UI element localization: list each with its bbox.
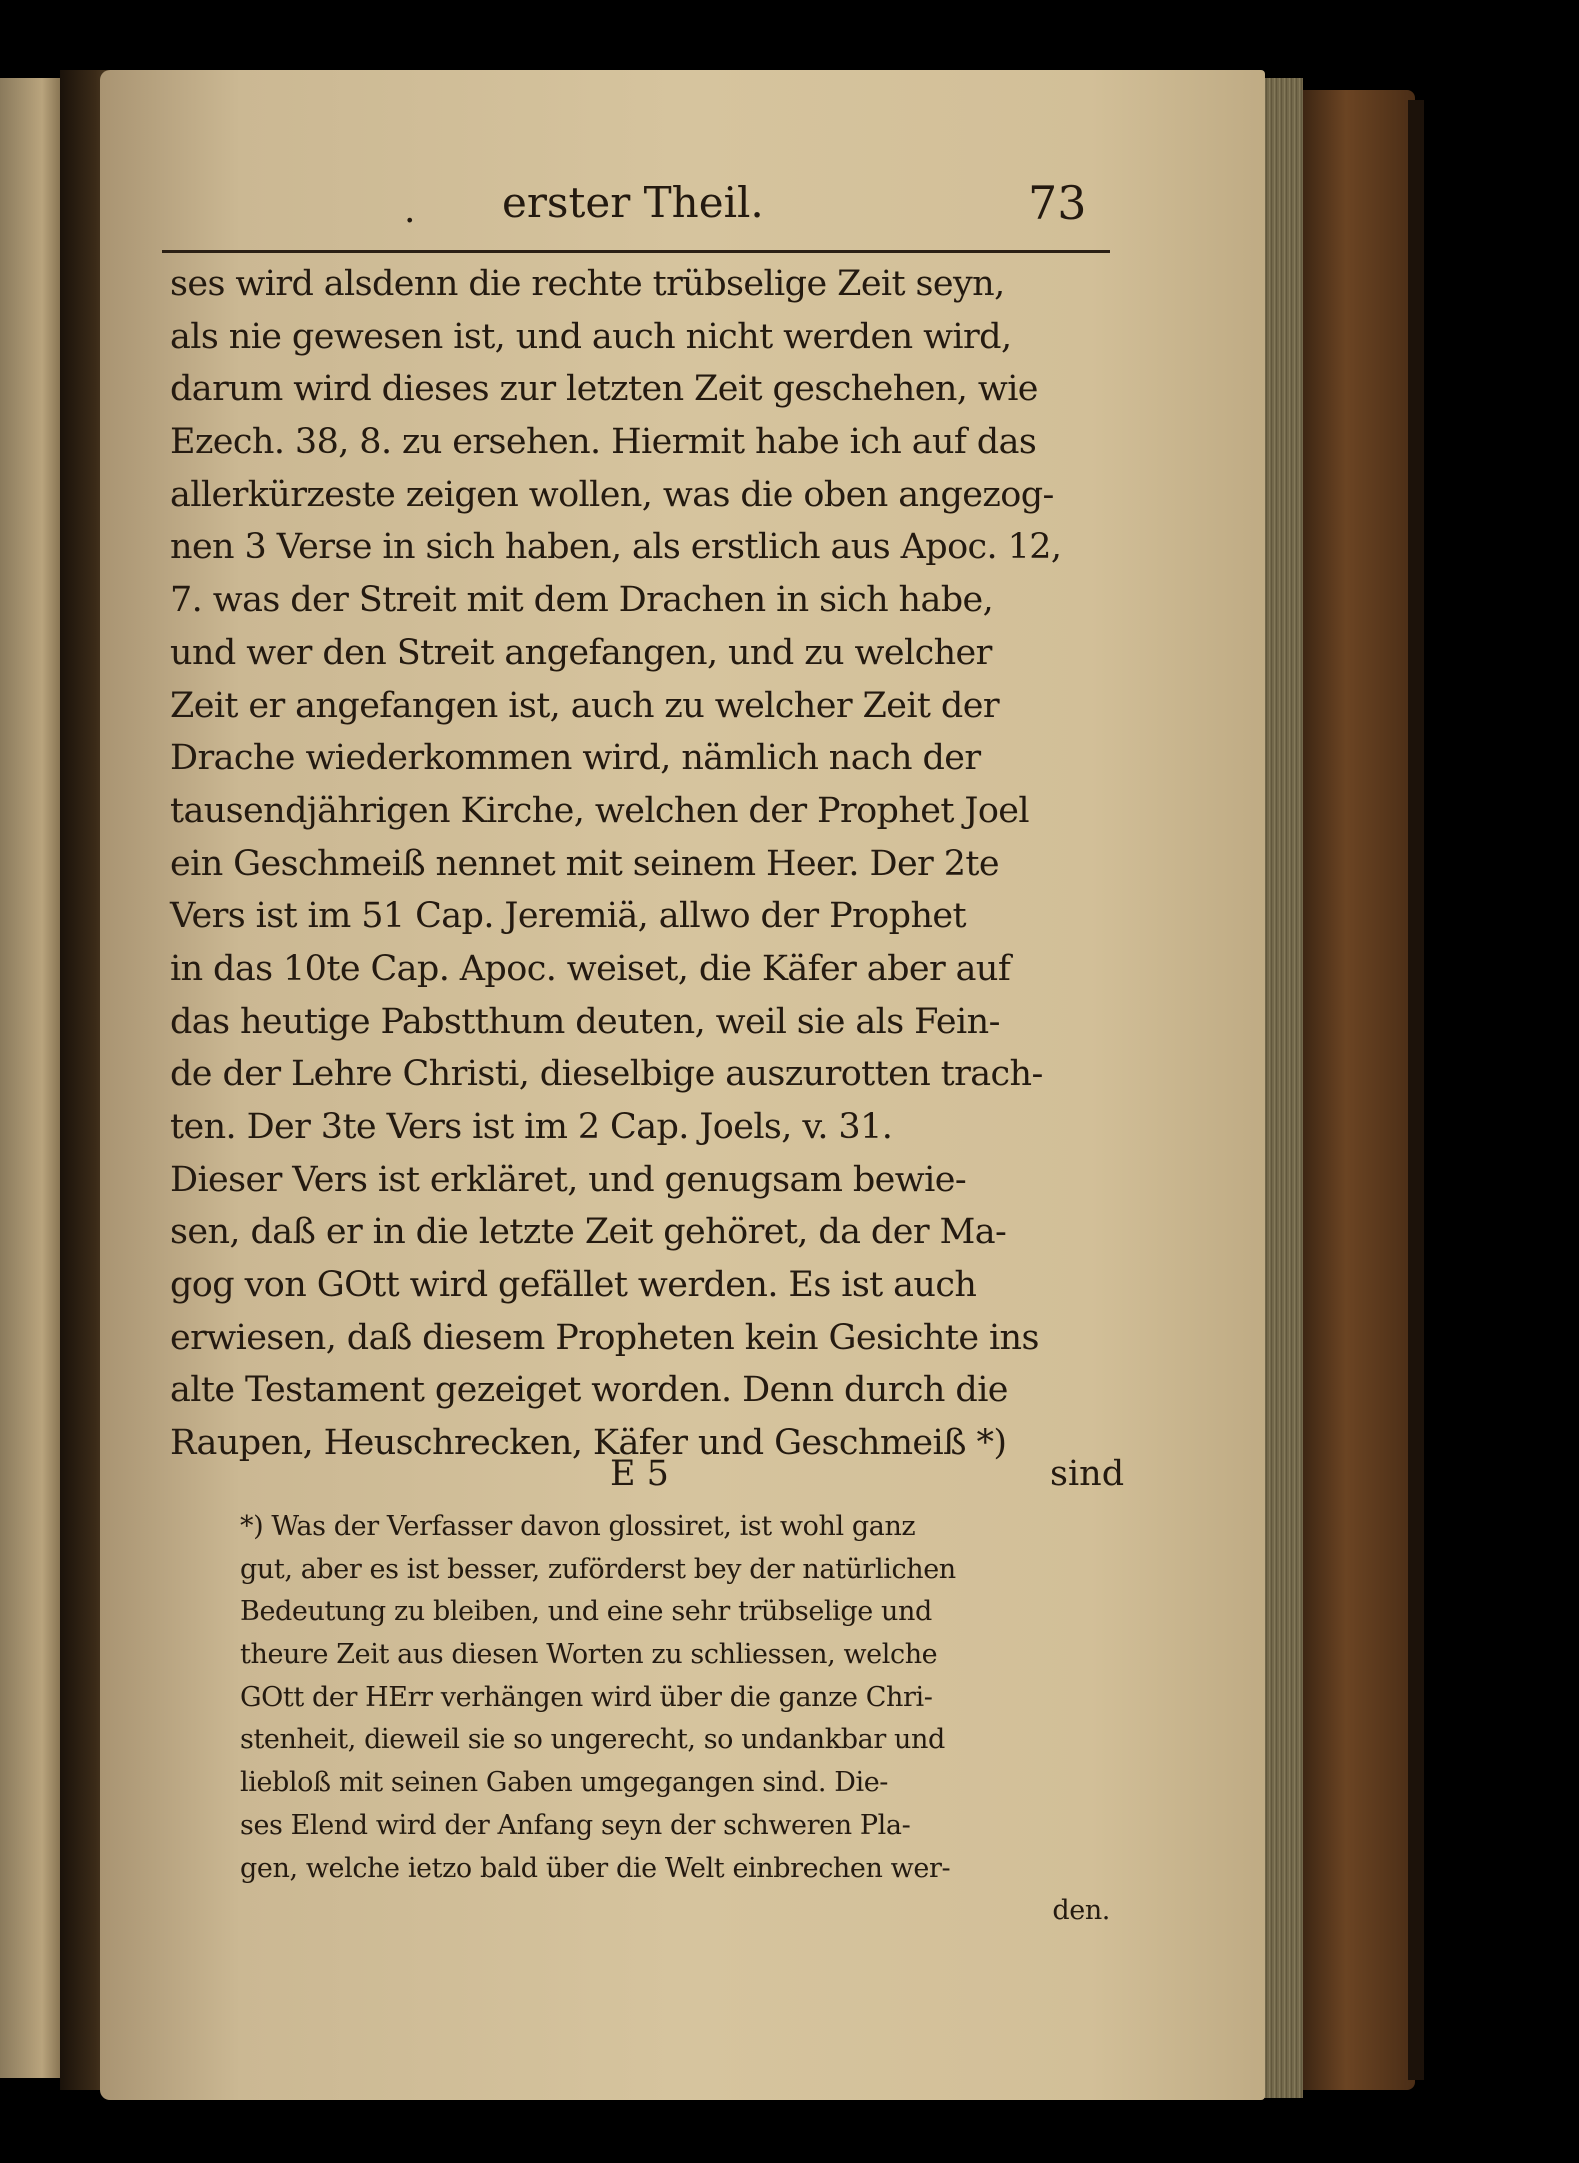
book-cover [1300,90,1415,2090]
footnote-line: gen, welche ietzo bald über die Welt einbrechen wer- [240,1852,951,1884]
body-line: allerkürzeste zeigen wollen, was die oben angezog- [170,474,1054,515]
footnote-line: *) Was der Verfasser davon glossiret, ist wohl ganz [240,1511,916,1542]
body-line: Vers ist im 51 Cap. Jeremiä, allwo der Prophet [170,896,966,937]
page-number: 73 [1028,176,1087,230]
body-line: nen 3 Verse in sich haben, als erstlich aus Apoc. 12, [170,527,1062,568]
body-line: ten. Der 3te Vers ist im 2 Cap. Joels, v. 31. [170,1107,893,1147]
footnote-line: gut, aber es ist besser, zuförderst bey der natürlichen [240,1553,956,1585]
body-line: Zeit er angefangen ist, auch zu welcher Zeit der [170,685,999,726]
catchword: sind [1050,1454,1125,1494]
body-line: 7. was der Streit mit dem Drachen in sich habe, [170,580,994,621]
body-line: Ezech. 38, 8. zu ersehen. Hiermit habe ich auf das [170,422,1037,463]
body-line: das heutige Pabstthum deuten, weil sie als Fein- [170,1001,1000,1042]
body-line: Raupen, Heuschrecken, Käfer und Geschmeiß *) [170,1423,1007,1464]
body-line: alte Testament gezeiget worden. Denn durch die [170,1370,1008,1411]
body-line: darum wird dieses zur letzten Zeit geschehen, wie [170,369,1038,410]
body-line: in das 10te Cap. Apoc. weiset, die Käfer aber auf [170,948,1011,989]
body-line: erwiesen, daß diesem Propheten kein Gesichte ins [170,1317,1039,1358]
running-title: erster Theil. [502,178,764,227]
footnote-line: GOtt der HErr verhängen wird über die ganze Chri- [240,1681,933,1713]
body-text [170,258,1110,1470]
body-line: Dieser Vers ist erkläret, und genugsam bewie- [170,1159,967,1200]
header-dot: . [404,190,416,231]
book-cover-edge [1408,100,1424,2080]
body-line: tausendjährigen Kirche, welchen der Prophet Joel [170,790,1030,831]
body-line: de der Lehre Christi, dieselbige auszurotten trach- [170,1054,1043,1095]
header-rule [162,250,1110,253]
footnote [240,1506,1120,1933]
body-line: sen, daß er in die letzte Zeit gehöret, da der Ma- [170,1212,1007,1253]
body-line: als nie gewesen ist, und auch nicht werden wird, [170,316,1012,357]
signature-line [170,1454,1125,1506]
footnote-line: ses Elend wird der Anfang seyn der schweren Pla- [240,1809,911,1841]
body-line: gog von GOtt wird gefället werden. Es ist auch [170,1265,977,1306]
signature-mark: E 5 [610,1454,669,1494]
footnote-line: den. [1052,1895,1110,1927]
body-line: Drache wiederkommen wird, nämlich nach der [170,738,981,779]
footnote-line: liebloß mit seinen Gaben umgegangen sind. Die- [240,1767,888,1799]
body-line: und wer den Streit angefangen, und zu welcher [170,632,992,673]
body-line: ein Geschmeiß nennet mit seinem Heer. Der 2te [170,843,999,884]
footnote-line: stenheit, dieweil sie so ungerecht, so undankbar und [240,1724,945,1756]
footnote-line: theure Zeit aus diesen Worten zu schliessen, welche [240,1639,938,1671]
footnote-line: Bedeutung zu bleiben, und eine sehr trübselige und [240,1596,932,1628]
body-line: ses wird alsdenn die rechte trübselige Zeit seyn, [170,264,1005,304]
